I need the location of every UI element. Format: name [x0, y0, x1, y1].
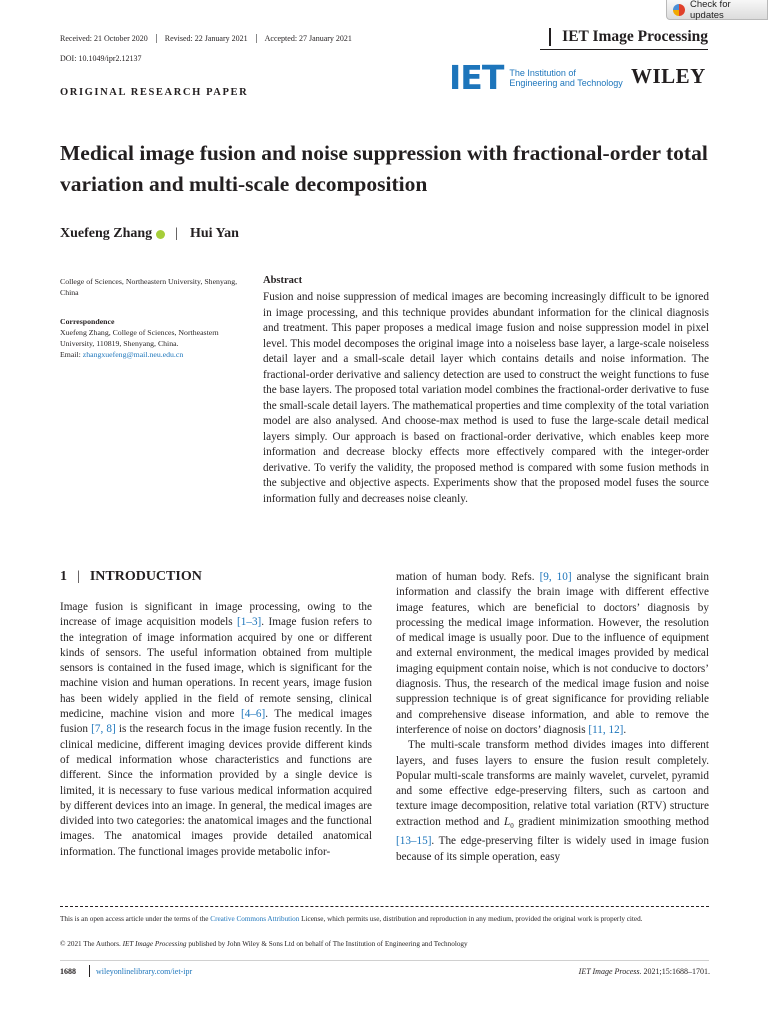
body-column-right: [396, 570, 709, 865]
author-name[interactable]: Xuefeng Zhang: [60, 226, 153, 241]
check-for-updates-badge[interactable]: [666, 0, 768, 20]
section-heading: 1 | INTRODUCTION: [60, 569, 202, 584]
affiliation: College of Sciences, Northeastern University, Shenyang, China: [60, 277, 238, 297]
iet-logo-letters: IET: [449, 58, 504, 97]
author-list: [60, 226, 239, 242]
journal-site-link[interactable]: wileyonlinelibrary.com/iet-ipr: [96, 967, 193, 976]
citation-link[interactable]: [9, 10]: [539, 571, 572, 583]
page-number-divider: [89, 965, 90, 977]
email-link[interactable]: zhangxuefeng@mail.neu.edu.cn: [82, 350, 184, 359]
license-link[interactable]: Creative Commons Attribution: [210, 915, 300, 923]
journal-name: IET Image Processing: [562, 28, 708, 45]
footer-divider: [60, 906, 709, 907]
paper-title: Medical image fusion and noise suppression with fractional-order total variation and multi-scale decomposition: [60, 141, 708, 196]
received-date: Received: 21 October 2020: [60, 34, 157, 43]
journal-rule: [540, 49, 708, 50]
citation-link[interactable]: [4–6]: [241, 708, 266, 721]
article-dates: [60, 34, 360, 43]
abstract-text: Fusion and noise suppression of medical images are becoming increasingly difficult to be ignored in image processing, and this technique provides abundant information for the clinical diagnosis and treatment. This paper proposes a medical image fusion and noise suppression model in pixel level. This model decomposes the original image into a noiseless base layer, a large-scale noiseless detail layer and a small-scale detail layer which contains details and noise information. The fractional-order derivative and saliency detection are used to construct the weight functions to fuse the base layers. The proposed total variation model combines the fractional-order derivative to fuse the small-scale detail layers. The mathematical properties and time complexity of the total variation model are also analysed. And choose-max method is used to fuse the large-scale detail medical layers simply. Our approach is based on fractional-order derivative, which enables keep more information and decrease blocky effects more effectively compared with the integer-order derivative. To verify the validity, the proposed method is compared with some fusion methods in the subjective and objective aspects. Experiments show that the proposed model fuses the source information fully and decreases noise cleanly.: [263, 291, 709, 505]
license-note: This is an open access article under the terms of the Creative Commons Attribution License, which permits use, distribution and reproduction in any medium, provided the original work is properly cited.: [60, 915, 643, 923]
iet-logo-text: The Institution of Engineering and Technology: [509, 67, 623, 88]
citation-link[interactable]: [13–15]: [396, 835, 432, 848]
citation-link[interactable]: [1–3]: [237, 616, 262, 629]
accepted-date: Accepted: 27 January 2021: [264, 34, 352, 43]
page-number: 1688: [60, 967, 76, 976]
author-name[interactable]: Hui Yan: [190, 226, 239, 241]
page-footer-rule: [60, 960, 709, 961]
orcid-icon[interactable]: [156, 230, 165, 239]
article-type: ORIGINAL RESEARCH PAPER: [60, 87, 249, 98]
iet-logo: [449, 58, 623, 97]
citation-link[interactable]: [7, 8]: [91, 723, 116, 736]
citation-info: IET Image Process. 2021;15:1688–1701.: [578, 967, 710, 976]
correspondence: Xuefeng Zhang, College of Sciences, Northeastern University, 110819, Shenyang, China. Email: zhangxuefeng@mail.neu.edu.cn: [60, 328, 219, 359]
copyright-note: © 2021 The Authors. IET Image Processing published by John Wiley & Sons Ltd on behalf of The Institution of Engineering and Technology: [60, 940, 468, 948]
wiley-logo: WILEY: [631, 64, 706, 88]
citation-link[interactable]: [11, 12]: [588, 723, 624, 736]
revised-date: Revised: 22 January 2021: [157, 34, 257, 43]
abstract-heading: Abstract: [263, 275, 303, 286]
check-for-updates-label: Check for updates: [689, 0, 731, 21]
body-column-left: Image fusion is significant in image processing, owing to the increase of image acquisition models [1–3]. Image fusion refers to the integration of image information acquired by one or different kinds of sensors. The useful information obtained from multiple sensors is contained in the fused image, which is significant for the machine vision and human operations. In recent years, image fusion has been widely applied in the field of remote sensing, clinical medicine, machine vision and more [4–6]. The medical images fusion [7, 8] is the research focus in the image fusion recently. In the clinical medicine, different imaging devices provide different kinds of medical information whose characteristics and functions are different. Since the information provided by a single device is limited, it is necessary to fuse various medical information acquired by different devices into an image. In general, the medical images are divided into two categories: the anatomical images and the functional images. The anatomical images provide detailed anatomical information. The functional images provide metabolic infor-: [60, 601, 373, 858]
update-icon: [673, 4, 685, 16]
doi[interactable]: DOI: 10.1049/ipr2.12137: [60, 54, 142, 63]
paragraph: The multi-scale transform method divides images into different layers, and fuses layers to ensure the fusion result completely. Popular multi-scale transforms are mainly wavelet, curvelet, pyramid and some effective edge-preserving filters, such as cartoon and texture image decomposition, relative total variation (RTV) structure extraction method and $L_0$ gradient minimization smoothing method [13–15]. The edge-preserving filter is widely used in image fusion because of its simple operation, easy: [396, 739, 709, 863]
author-separator: |: [175, 226, 178, 241]
correspondence-heading: Correspondence: [60, 317, 115, 326]
paragraph: mation of human body. Refs. [9, 10] analyse the significant brain information and classify the brain image with different effective image features, which are beneficial to doctors’ diagnosis by processing the medical image information. However, the resolution of medical image is usually poor. Due to the influence of equipment and external environment, the medical images provided by medical imaging equipment contain noise, which is not conducive to doctors’ diagnosis. Thus, the research of the medical image fusion and noise suppression technique is of great significance for providing reliable and comprehensive disease information, and able to remove the interference of noise on doctors’ diagnosis [11, 12].: [396, 571, 709, 736]
